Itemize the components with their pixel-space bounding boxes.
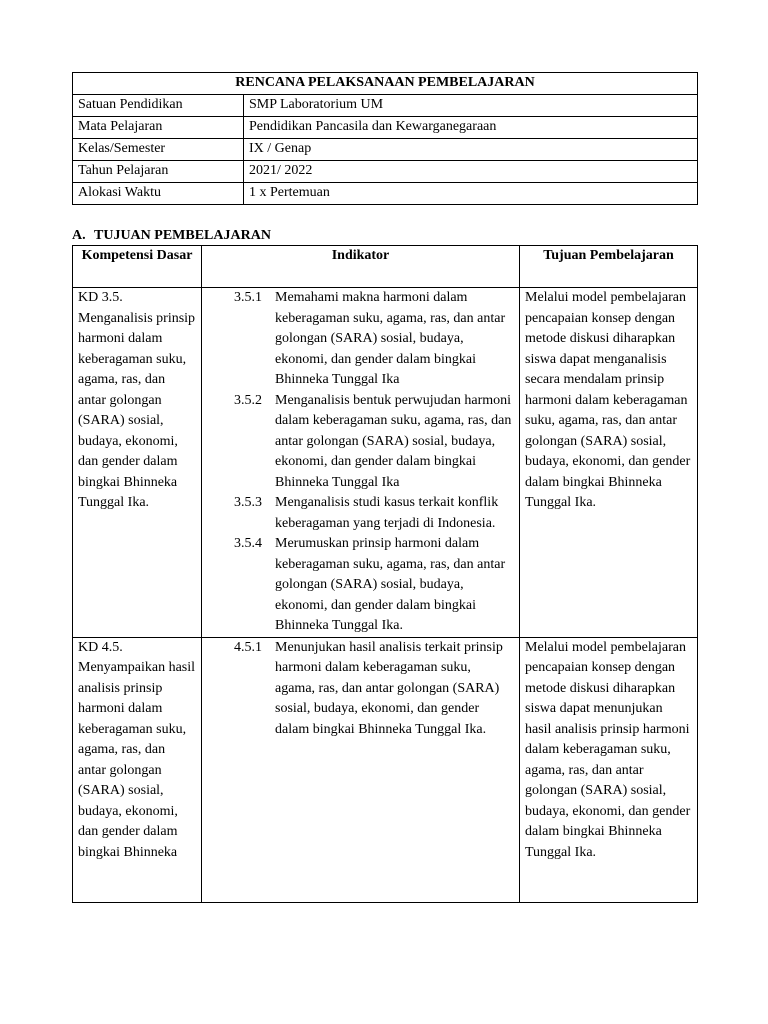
table-row [73, 288, 698, 638]
indicator-item [210, 493, 513, 534]
indicator-text: Menganalisis studi kasus terkait konflik keberagaman yang terjadi di Indonesia. [275, 495, 499, 531]
table-row [73, 637, 698, 902]
indicator-number: 3.5.1 [234, 290, 262, 305]
document-title: RENCANA PELAKSANAAN PEMBELAJARAN [73, 73, 698, 95]
field-value: SMP Laboratorium UM [244, 95, 698, 117]
table-row [73, 95, 698, 117]
column-header-kompetensi: Kompetensi Dasar [73, 246, 202, 288]
kd-cell: KD 4.5. Menyampaikan hasil analisis prinsip harmoni dalam keberagaman suku, agama, ras, dan antar golongan (SARA) sosial, budaya, ekonomi, dan gender dalam bingkai Bhinneka [73, 637, 202, 902]
section-title: TUJUAN PEMBELAJARAN [94, 228, 271, 243]
field-label: Satuan Pendidikan [73, 95, 244, 117]
indicator-text: Menunjukan hasil analisis terkait prinsip harmoni dalam keberagaman suku, agama, ras, dan antar golongan (SARA) sosial, budaya, ekonomi, dan gender dalam bingkai Bhinneka Tunggal Ika. [275, 639, 503, 737]
tujuan-cell: Melalui model pembelajaran pencapaian konsep dengan metode diskusi diharapkan siswa dapat menunjukan hasil analisis prinsip harmoni dalam keberagaman suku, agama, ras, dan antar golongan (SARA) sosial, budaya, ekonomi, dan gender dalam bingkai Bhinneka Tunggal Ika. [520, 637, 698, 902]
table-row [73, 73, 698, 95]
indicator-item [210, 288, 513, 391]
field-value: 2021/ 2022 [244, 161, 698, 183]
indicator-text: Menganalisis bentuk perwujudan harmoni dalam keberagaman suku, agama, ras, dan antar golongan (SARA) sosial, budaya, ekonomi, dan gender dalam bingkai Bhinneka Tunggal Ika [275, 392, 512, 490]
field-label: Mata Pelajaran [73, 117, 244, 139]
indicator-item [210, 638, 513, 741]
table-row [73, 161, 698, 183]
indicator-number: 3.5.3 [234, 495, 262, 510]
document-page [72, 72, 698, 903]
section-heading [72, 226, 698, 245]
tujuan-cell: Melalui model pembelajaran pencapaian konsep dengan metode diskusi diharapkan siswa dapat menganalisis secara mendalam prinsip harmoni dalam keberagaman suku, agama, ras, dan antar golongan (SARA) sosial, budaya, ekonomi, dan gender dalam bingkai Bhinneka Tunggal Ika. [520, 288, 698, 638]
kd-cell: KD 3.5. Menganalisis prinsip harmoni dalam keberagaman suku, agama, ras, dan antar golongan (SARA) sosial, budaya, ekonomi, dan gender dalam bingkai Bhinneka Tunggal Ika. [73, 288, 202, 638]
indicator-item [210, 534, 513, 637]
field-value: IX / Genap [244, 139, 698, 161]
table-row [73, 139, 698, 161]
table-header-row [73, 246, 698, 288]
indicator-number: 3.5.2 [234, 392, 262, 408]
tujuan-table [72, 245, 698, 903]
field-label: Kelas/Semester [73, 139, 244, 161]
section-letter: A. [72, 228, 86, 243]
rpp-header-table [72, 72, 698, 205]
indikator-cell [202, 637, 520, 902]
field-value: 1 x Pertemuan [244, 183, 698, 205]
indicator-item [210, 391, 513, 494]
field-label: Tahun Pelajaran [73, 161, 244, 183]
indicator-number: 3.5.4 [234, 536, 262, 551]
column-header-indikator: Indikator [202, 246, 520, 288]
indicator-text: Memahami makna harmoni dalam keberagaman suku, agama, ras, dan antar golongan (SARA) sosial, budaya, ekonomi, dan gender dalam bingkai Bhinneka Tunggal Ika [275, 290, 506, 387]
table-row [73, 117, 698, 139]
indicator-number: 4.5.1 [234, 639, 262, 655]
indikator-cell [202, 288, 520, 638]
column-header-tujuan: Tujuan Pembelajaran [520, 246, 698, 288]
table-row [73, 183, 698, 205]
field-label: Alokasi Waktu [73, 183, 244, 205]
indicator-text: Merumuskan prinsip harmoni dalam keberagaman suku, agama, ras, dan antar golongan (SARA) sosial, budaya, ekonomi, dan gender dalam bingkai Bhinneka Tunggal Ika. [275, 536, 506, 633]
field-value: Pendidikan Pancasila dan Kewarganegaraan [244, 117, 698, 139]
